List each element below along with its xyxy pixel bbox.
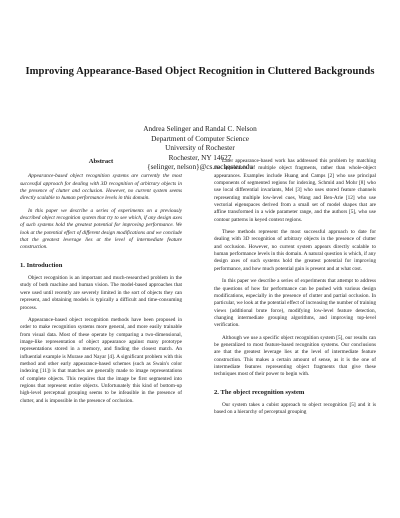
author-email: {selinger, nelson}@cs.rochester.edu	[147, 162, 253, 172]
author-department: Department of Computer Science	[151, 133, 249, 143]
right-paragraph-1: Later appearance-based work has addressed this problem by matching the appearance of multiple object fragments, rather than whole-object appearances. Examples include Huang and Camps [2] who use principal components of segmented regions for indexing, Schmid and Mohr [8] who use local differential invariants, Mel [3] who uses stored feature channels representing multiple low-level cues, Wang and Ben-Arie [12] who use vectorial eigenspaces derived from a small set of model shapes that are affine transformed in a wide parameter range, and the authors [5], who use contour patterns in keyed context regions.	[214, 158, 376, 223]
abstract-heading: Abstract	[88, 158, 114, 165]
author-city: Rochester, NY 14627	[168, 152, 232, 162]
author-university: University of Rochester	[165, 143, 235, 153]
abstract-paragraph-2: In this paper we describe a series of experiments on a previously described object recognition system that try to see which, if any design axes of such systems hold the greatest potential for improving performance. We look at the potential effect of different design modifications and we conclude that the greatest leverage lies at the level of intermediate feature construction.	[20, 207, 182, 251]
paper-title: Improving Appearance-Based Object Recognition in Cluttered Backgrounds	[25, 66, 375, 77]
right-paragraph-3: In this paper we describe a series of experiments that attempt to address the questions of how far performance can be pushed with various design modifications, especially in the presence of clutter and partial occlusion. In particular, we look at the potential effect of increasing the number of training views (additional brute force), modifying low-level feature detection, changing intermediate grouping algorithms, and improving top-level verification.	[214, 278, 376, 329]
right-column	[214, 158, 376, 422]
right-paragraph-2: These methods represent the most successful approach to date for dealing with 3D recognition of arbitrary objects in the presence of clutter and occlusion. However, no current system appears directly scalable to human performance levels in this domain. A natural question is which, if any design axes of such systems hold the greatest potential for improving performance, and how much potential gain is present and at what cost.	[214, 229, 376, 272]
left-column	[20, 158, 182, 410]
abstract-paragraph-1: Appearance-based object recognition systems are currently the most successful approach for dealing with 3D recognition of arbitrary objects in the presence of clutter and occlusion. However, no current system seems directly scalable to human performance levels in this domain.	[20, 173, 182, 202]
section-2-heading: 2. The object recognition system	[214, 388, 305, 396]
intro-paragraph-1: Object recognition is an important and much-researched problem in the study of both machine and human vision. The model-based approaches that were used until recently are severely limited in the sort of objects they can represent, and obtaining models is typically a difficult and time-consuming process.	[20, 275, 182, 311]
intro-paragraph-2: Appearance-based object recognition methods have been proposed in order to make recognition systems more general, and more easily trainable from visual data. Most of these operate by comparing a two-dimensional, image-like representation of object appearance against many prototype representations stored in a memory, and finding the closest match. An influential example is Murase and Nayar [4]. A significant problem with this method and other early appearance-based schemes (such as Swain's color indexing [11]) is that matches are generally made to image representations of complete objects. This requires that the image be first segmented into regions that represent entire objects. Unfortunately this kind of bottom-up high-level perceptual grouping seems to be infeasible in the presence of clutter, and is impossible in the presence of occlusion.	[20, 316, 182, 404]
right-paragraph-4: Although we use a specific object recognition system [5], our results can be generalized to most feature-based recognition systems. Our conclusions are that the greatest leverage lies at the level of intermediate feature construction. This makes a certain amount of sense, as it is the one of intermediate features representing object fragments that give these techniques most of their power to begin with.	[214, 334, 376, 378]
section-2-paragraph-1: Our system takes a cubist approach to object recognition [5] and it is based on a hierarchy of perceptual grouping	[214, 401, 376, 416]
author-names: Andrea Selinger and Randal C. Nelson	[143, 124, 257, 133]
introduction-heading: 1. Introduction	[20, 261, 63, 269]
